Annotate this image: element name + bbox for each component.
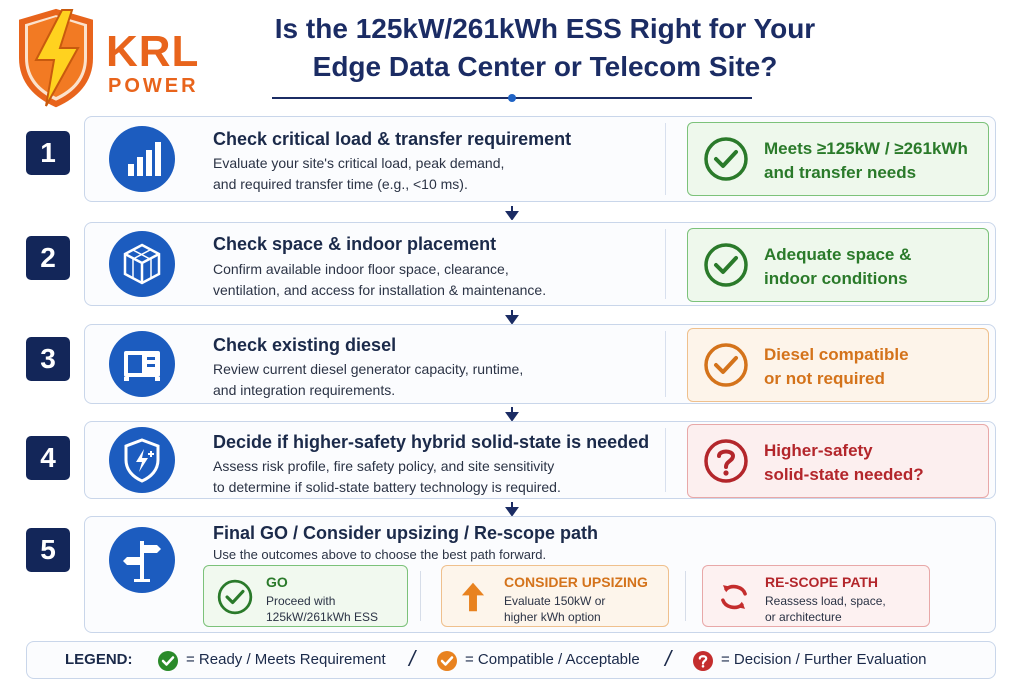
generator-icon: [109, 331, 175, 397]
up-arrow-icon: [454, 578, 492, 616]
desc-line: and required transfer time (e.g., <10 ms).: [213, 176, 468, 192]
result-line: or not required: [764, 369, 885, 388]
step-description: [213, 359, 653, 401]
step-number-1: 1: [26, 131, 70, 175]
step-heading: Decide if higher-safety hybrid solid-state is needed: [213, 432, 650, 452]
card-divider: [665, 123, 666, 195]
desc-line: and integration requirements.: [213, 382, 396, 398]
step-heading: Final GO / Consider upsizing / Re-scope path: [213, 523, 599, 543]
refresh-icon: [715, 578, 753, 616]
step-result-2: [687, 228, 989, 302]
card-divider: [665, 331, 666, 397]
step-description: Use the outcomes above to choose the best path forward.: [213, 547, 547, 562]
step-icon-circle: [109, 527, 175, 593]
outcome-line: Evaluate 150kW or: [504, 594, 606, 608]
check-icon: [702, 135, 750, 183]
outcome-title: GO: [266, 574, 288, 590]
step-icon-circle: [109, 331, 175, 397]
result-line: Diesel compatible: [764, 345, 909, 364]
legend-item-decision: = Decision / Further Evaluation: [721, 651, 927, 668]
outcome-line: 125kW/261kWh ESS: [266, 610, 379, 624]
check-icon: [216, 578, 254, 616]
step-heading: Check space & indoor placement: [213, 234, 497, 254]
step-card-5: [84, 516, 996, 633]
flow-arrow-down-icon: [505, 407, 519, 421]
step-icon-circle: [109, 231, 175, 297]
flow-arrow-down-icon: [505, 502, 519, 516]
legend-separator: /: [665, 646, 672, 671]
result-text: [764, 243, 984, 291]
outcome-title: CONSIDER UPSIZING: [504, 574, 648, 590]
question-icon: [692, 650, 714, 672]
outcome-line: higher kWh option: [504, 610, 601, 624]
check-icon: [702, 341, 750, 389]
result-text: [764, 343, 984, 391]
step-card-4: [84, 421, 996, 499]
outcome-description: [266, 593, 406, 625]
result-line: indoor conditions: [764, 269, 908, 288]
desc-line: ventilation, and access for installation & maintenance.: [213, 282, 547, 298]
legend-item-ready: = Ready / Meets Requirement: [186, 651, 386, 668]
desc-line: Assess risk profile, fire safety policy, and site sensitivity: [213, 458, 555, 474]
question-icon: [702, 437, 750, 485]
logo: [16, 8, 226, 108]
step-result-1: [687, 122, 989, 196]
outcome-line: Reassess load, space,: [765, 594, 886, 608]
step-number-3: 3: [26, 337, 70, 381]
desc-line: Confirm available indoor floor space, clearance,: [213, 261, 509, 277]
outcome-description: [765, 593, 905, 625]
step-icon-circle: [109, 427, 175, 493]
outcome-re-scope-path: [702, 565, 930, 627]
step-card-2: [84, 222, 996, 306]
result-line: Meets ≥125kW / ≥261kWh: [764, 139, 968, 158]
outcome-consider-upsizing: [441, 565, 669, 627]
outcome-separator: [685, 571, 686, 621]
result-line: Higher-safety: [764, 441, 873, 460]
cube-icon: [109, 231, 175, 297]
legend: [26, 641, 996, 679]
step-icon-circle: [109, 126, 175, 192]
result-line: solid-state needed?: [764, 465, 924, 484]
legend-item-compatible: = Compatible / Acceptable: [465, 651, 640, 668]
flow-arrow-down-icon: [505, 310, 519, 324]
page-title: [235, 10, 855, 86]
check-icon: [436, 650, 458, 672]
logo-subtitle: POWER: [108, 75, 199, 97]
step-description: [213, 259, 653, 301]
step-result-3: [687, 328, 989, 402]
result-line: and transfer needs: [764, 163, 917, 182]
check-icon: [702, 241, 750, 289]
desc-line: to determine if solid-state battery technology is required.: [213, 479, 561, 495]
bar-chart-icon: [109, 126, 175, 192]
title-line-1: Is the 125kW/261kWh ESS Right for Your: [274, 13, 816, 44]
outcome-go: [203, 565, 408, 627]
lightning-shield-icon: [16, 8, 96, 108]
legend-separator: /: [409, 646, 416, 671]
title-divider-dot: [508, 94, 516, 102]
flow-arrow-down-icon: [505, 206, 519, 220]
result-text: [764, 137, 984, 185]
outcome-line: Proceed with: [266, 594, 336, 608]
step-heading: Check critical load & transfer requirement: [213, 129, 572, 149]
step-heading: Check existing diesel: [213, 335, 397, 355]
title-line-2: Edge Data Center or Telecom Site?: [312, 51, 778, 82]
step-description: [213, 153, 653, 195]
result-text: [764, 439, 984, 487]
signpost-icon: [109, 527, 175, 593]
step-result-4: [687, 424, 989, 498]
card-divider: [665, 229, 666, 299]
desc-line: Evaluate your site's critical load, peak demand,: [213, 155, 505, 171]
shield-bolt-icon: [109, 427, 175, 493]
step-description: [213, 456, 653, 498]
step-number-2: 2: [26, 236, 70, 280]
step-number-4: 4: [26, 436, 70, 480]
desc-line: Review current diesel generator capacity, runtime,: [213, 361, 524, 377]
step-card-1: [84, 116, 996, 202]
outcome-title: RE-SCOPE PATH: [765, 574, 879, 590]
result-line: Adequate space &: [764, 245, 912, 264]
step-card-3: [84, 324, 996, 404]
outcome-line: or architecture: [765, 610, 842, 624]
logo-name: KRL: [106, 27, 200, 76]
check-icon: [157, 650, 179, 672]
card-divider: [665, 428, 666, 492]
outcome-separator: [420, 571, 421, 621]
legend-label: LEGEND:: [65, 651, 133, 668]
outcome-description: [504, 593, 644, 625]
step-number-5: 5: [26, 528, 70, 572]
